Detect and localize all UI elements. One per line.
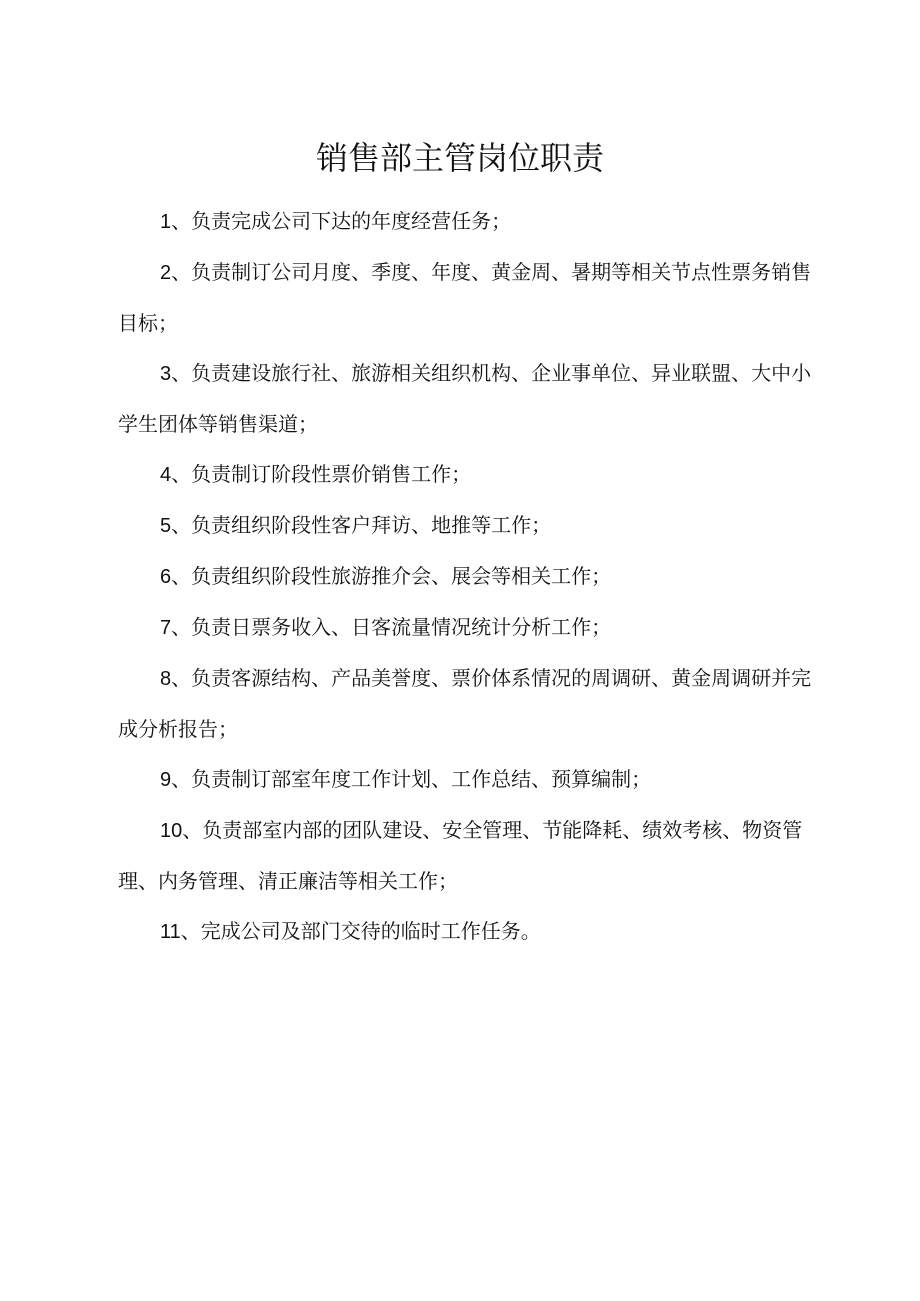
duty-item-5: [118, 500, 818, 551]
duty-text: 、负责日票务收入、日客流量情况统计分析工作；: [171, 615, 612, 639]
duty-item-8: [118, 653, 818, 754]
duty-number: 5: [160, 515, 172, 537]
duty-number: 1: [160, 211, 172, 233]
duty-item-4: [118, 449, 818, 500]
duty-text: 、负责完成公司下达的年度经营任务；: [171, 209, 512, 233]
duty-text: 、负责客源结构、产品美誉度、票价体系情况的周调研、黄金周调研并完成分析报告；: [118, 666, 812, 741]
duty-number: 4: [160, 464, 172, 486]
duty-text: 、负责制订部室年度工作计划、工作总结、预算编制；: [171, 767, 652, 791]
duty-item-2: [118, 247, 818, 348]
duty-item-6: [118, 551, 818, 602]
duty-item-7: [118, 602, 818, 653]
duty-item-10: [118, 805, 818, 906]
duty-number: 2: [160, 262, 172, 284]
duty-item-9: [118, 754, 818, 805]
duty-text: 、负责建设旅行社、旅游相关组织机构、企业事单位、异业联盟、大中小学生团体等销售渠道；: [118, 361, 812, 436]
duty-text: 、负责组织阶段性客户拜访、地推等工作；: [171, 513, 552, 537]
duty-number: 6: [160, 566, 172, 588]
duty-number: 7: [160, 617, 172, 639]
duty-number: 11: [160, 921, 181, 943]
duty-item-11: [118, 906, 818, 957]
duty-text: 、负责组织阶段性旅游推介会、展会等相关工作；: [171, 564, 612, 588]
duty-text: 、负责制订阶段性票价销售工作；: [171, 462, 472, 486]
duty-number: 3: [160, 363, 172, 385]
duty-number: 9: [160, 769, 172, 791]
duty-number: 10: [160, 820, 183, 842]
duty-text: 、完成公司及部门交待的临时工作任务。: [180, 919, 541, 943]
duty-text: 、负责制订公司月度、季度、年度、黄金周、暑期等相关节点性票务销售目标；: [118, 260, 812, 335]
duty-item-3: [118, 348, 818, 449]
duty-text: 、负责部室内部的团队建设、安全管理、节能降耗、绩效考核、物资管理、内务管理、清正廉洁等相关工作；: [118, 818, 803, 893]
duty-number: 8: [160, 668, 172, 690]
document-title: 销售部主管岗位职责: [315, 139, 604, 177]
duties-list: [118, 196, 818, 957]
duty-item-1: [118, 196, 818, 247]
